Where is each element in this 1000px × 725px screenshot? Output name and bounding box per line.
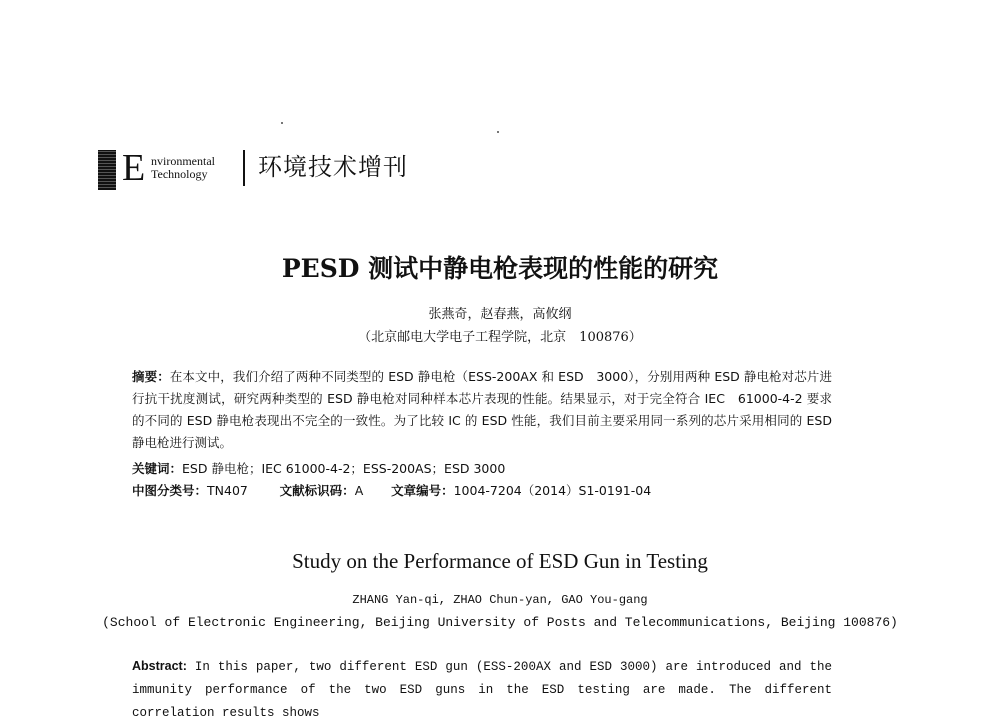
- scan-speck: [281, 122, 283, 124]
- classification-row: [132, 481, 651, 499]
- journal-logo-letter: E: [122, 147, 146, 189]
- journal-logo-line2: Technology: [151, 167, 208, 181]
- doc-code-label: 文献标识码：: [279, 483, 355, 498]
- affiliation-cn: （北京邮电大学电子工程学院，北京 100876）: [358, 330, 642, 345]
- clc-value: TN407: [207, 483, 248, 498]
- abstract-en-label: Abstract:: [132, 659, 187, 673]
- authors-en: ZHANG Yan-qi, ZHAO Chun-yan, GAO You-gang: [352, 593, 648, 607]
- affiliation-en: (School of Electronic Engineering, Beijing University of Posts and Telecommunications, Beijing 100876): [102, 615, 898, 630]
- article-no-value: 1004-7204（2014）S1-0191-04: [453, 483, 652, 498]
- article-no-label: 文章编号：: [391, 483, 454, 498]
- scan-speck: [497, 131, 499, 133]
- abstract-en-text: In this paper, two different ESD gun (ESS-200AX and ESD 3000) are introduced and the immunity performance of the two ESD guns in the ESD testing are made. The different correlation results shows: [132, 660, 832, 720]
- authors-cn: 张燕奇，赵春燕，高攸纲: [428, 307, 572, 322]
- abstract-cn-text: 在本文中，我们介绍了两种不同类型的 ESD 静电枪（ESS-200AX 和 ESD 3000），分别用两种 ESD 静电枪对芯片进行抗干扰度测试，研究两种类型的 ESD 静电枪对同种样本芯片表现的性能。结果显示，对于完全符合 IEC 61000-4-2 要求的不同的 ESD 静电枪表现出不完全的一致性。为了比较 IC 的 ESD 性能，我们目前主要采用同一系列的芯片采用相同的 ESD 静电枪进行测试。: [132, 369, 832, 450]
- abstract-cn: [132, 366, 832, 454]
- journal-logo-line1: nvironmental: [151, 154, 215, 168]
- keywords-label: 关键词：: [132, 461, 183, 476]
- journal-logo-text: [151, 155, 215, 181]
- paper-title-en: Study on the Performance of ESD Gun in Testing: [292, 549, 708, 573]
- doc-code-value: A: [354, 483, 364, 498]
- keywords: [132, 459, 505, 477]
- journal-logo-bar: [98, 150, 116, 190]
- paper-title-cn: PESD 测试中静电枪表现的性能的研究: [281, 254, 719, 283]
- journal-name-cn: 环境技术增刊: [258, 153, 408, 181]
- keywords-text: ESD 静电枪；IEC 61000-4-2；ESS-200AS；ESD 3000: [182, 461, 506, 476]
- abstract-en: [132, 655, 832, 725]
- clc-label: 中图分类号：: [132, 483, 208, 498]
- header-separator: [243, 150, 245, 186]
- abstract-cn-label: 摘要：: [132, 369, 170, 384]
